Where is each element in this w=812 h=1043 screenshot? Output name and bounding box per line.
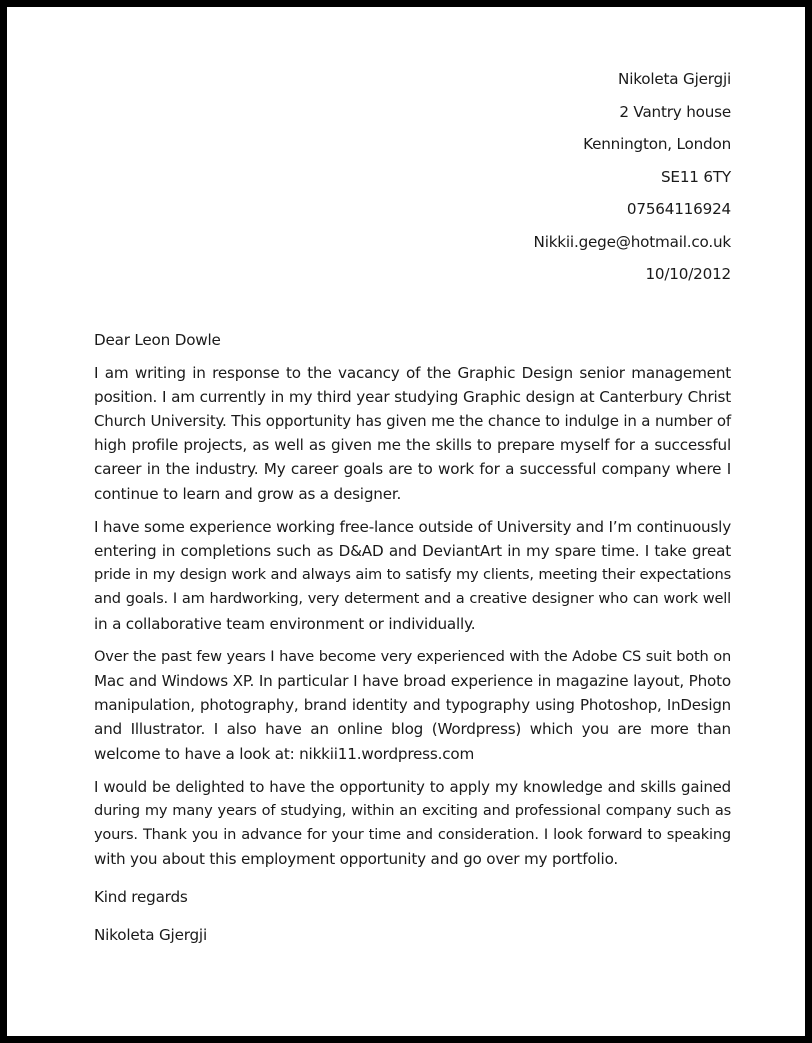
body-paragraph-1 bbox=[94, 361, 731, 506]
paragraph-line: manipulation, photography, brand identity and typography using Photoshop, InDesign bbox=[94, 696, 731, 715]
paragraph-line: Church University. This opportunity has given me the chance to indulge in a number of bbox=[94, 411, 731, 430]
sender-address-line1: 2 Vantry house bbox=[619, 102, 731, 121]
body-paragraph-4 bbox=[94, 775, 731, 872]
sender-address-line2: Kennington, London bbox=[583, 135, 731, 153]
sender-postcode: SE11 6TY bbox=[660, 167, 731, 186]
paragraph-line: in a collaborative team environment or individually. bbox=[94, 614, 476, 633]
body-paragraph-2 bbox=[94, 515, 731, 636]
paragraph-line: during my many years of studying, within an exciting and professional company such as bbox=[94, 801, 731, 819]
paragraph-line: yours. Thank you in advance for your time and consideration. I look forward to speaking bbox=[94, 826, 731, 844]
paragraph-line: I am writing in response to the vacancy of the Graphic Design senior management bbox=[94, 363, 731, 382]
paragraph-line: and Illustrator. I also have an online blog (Wordpress) which you are more than bbox=[94, 720, 731, 739]
paragraph-line: welcome to have a look at: nikkii11.wordpress.com bbox=[94, 744, 475, 763]
sender-email: Nikkii.gege@hotmail.co.uk bbox=[533, 232, 731, 251]
paragraph-line: I have some experience working free-lance outside of University and I’m continuously bbox=[94, 517, 731, 536]
signature-name: Nikoleta Gjergji bbox=[94, 925, 207, 944]
paragraph-line: position. I am currently in my third year studying Graphic design at Canterbury Christ bbox=[94, 387, 731, 406]
paragraph-line: continue to learn and grow as a designer. bbox=[94, 484, 402, 503]
sender-address-block bbox=[94, 63, 731, 291]
paragraph-line: career in the industry. My career goals are to work for a successful company where I bbox=[94, 460, 731, 479]
cover-letter bbox=[94, 63, 731, 947]
letter-date: 10/10/2012 bbox=[645, 265, 731, 283]
paragraph-line: pride in my design work and always aim to satisfy my clients, meeting their expectations bbox=[94, 566, 731, 584]
paragraph-line: Mac and Windows XP. In particular I have broad experience in magazine layout, Photo bbox=[94, 671, 731, 690]
sender-name: Nikoleta Gjergji bbox=[618, 70, 731, 88]
sender-phone: 07564116924 bbox=[626, 200, 731, 218]
salutation: Dear Leon Dowle bbox=[94, 330, 221, 349]
body-paragraph-3 bbox=[94, 645, 731, 766]
closing: Kind regards bbox=[94, 887, 188, 906]
paragraph-line: I would be delighted to have the opportunity to apply my knowledge and skills gained bbox=[94, 777, 731, 796]
paragraph-line: and goals. I am hardworking, very determent and a creative designer who can work well bbox=[94, 590, 731, 608]
paragraph-line: high profile projects, as well as given me the skills to prepare myself for a successful bbox=[94, 436, 731, 455]
paragraph-line: with you about this employment opportunity and go over my portfolio. bbox=[94, 850, 619, 869]
paragraph-line: entering in completions such as D&AD and DeviantArt in my spare time. I take great bbox=[94, 541, 731, 560]
paragraph-line: Over the past few years I have become very experienced with the Adobe CS suit both on bbox=[94, 647, 731, 665]
